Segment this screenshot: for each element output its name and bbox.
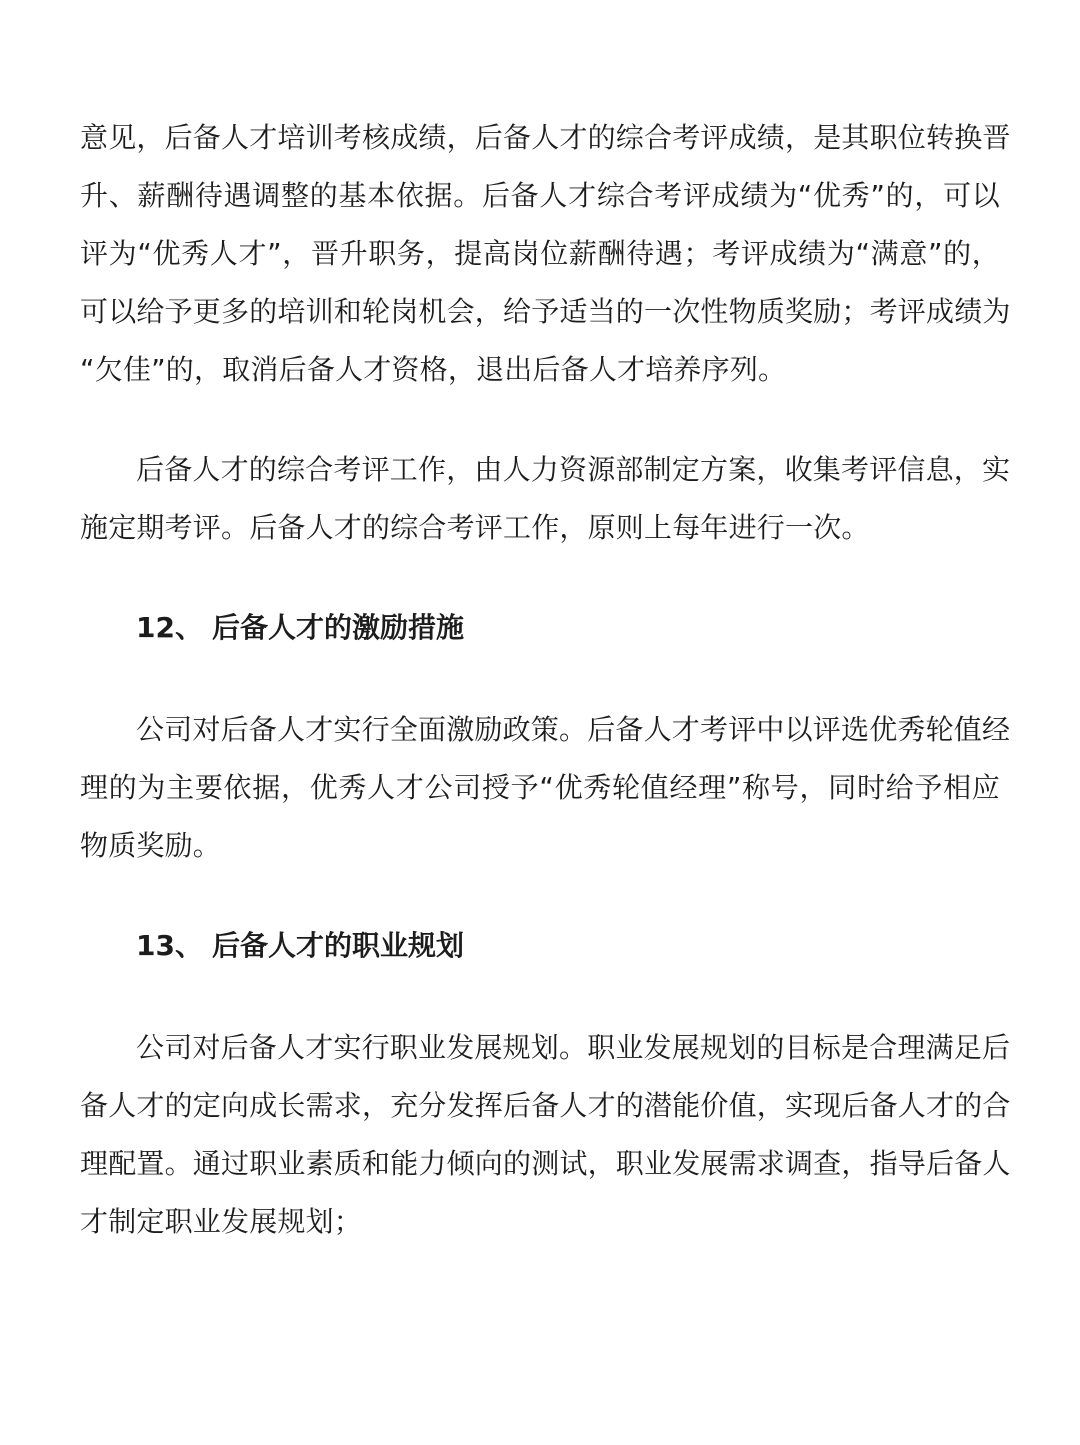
paragraph-1-line-2: 升、薪酬待遇调整的基本依据。后备人才综合考评成绩为“优秀”的，可以 [80,179,1000,212]
paragraph-2-line-2: 施定期考评。后备人才的综合考评工作，原则上每年进行一次。 [80,511,870,544]
paragraph-1-line-3: 评为“优秀人才”，晋升职务，提高岗位薪酬待遇；考评成绩为“满意”的， [80,237,1000,270]
section-12-line-2: 理的为主要依据，优秀人才公司授予“优秀轮值经理”称号，同时给予相应 [80,771,1000,804]
section-13-line-3: 理配置。通过职业素质和能力倾向的测试，职业发展需求调查，指导后备人 [80,1147,1011,1180]
section-12-line-3: 物质奖励。 [80,829,222,862]
section-13-line-2: 备人才的定向成长需求，充分发挥后备人才的潜能价值，实现后备人才的合 [80,1089,1011,1122]
paragraph-1-line-1: 意见，后备人才培训考核成绩，后备人才的综合考评成绩，是其职位转换晋 [80,121,1011,154]
section-13-line-4: 才制定职业发展规划； [80,1205,363,1238]
paragraph-1-line-5: “欠佳”的，取消后备人才资格，退出后备人才培养序列。 [80,353,787,386]
section-13-number: 13、 [136,929,203,962]
section-13-title: 后备人才的职业规划 [212,929,465,962]
section-13-line-1: 公司对后备人才实行职业发展规划。职业发展规划的目标是合理满足后 [136,1031,1011,1064]
section-12-line-1: 公司对后备人才实行全面激励政策。后备人才考评中以评选优秀轮值经 [136,713,1011,746]
paragraph-1-line-4: 可以给予更多的培训和轮岗机会，给予适当的一次性物质奖励；考评成绩为 [80,295,1011,328]
section-12-heading [136,608,464,648]
paragraph-2-line-1: 后备人才的综合考评工作，由人力资源部制定方案，收集考评信息，实 [136,453,1011,486]
section-13-heading [136,926,464,966]
section-12-number: 12、 [136,611,203,644]
section-12-title: 后备人才的激励措施 [212,611,465,644]
